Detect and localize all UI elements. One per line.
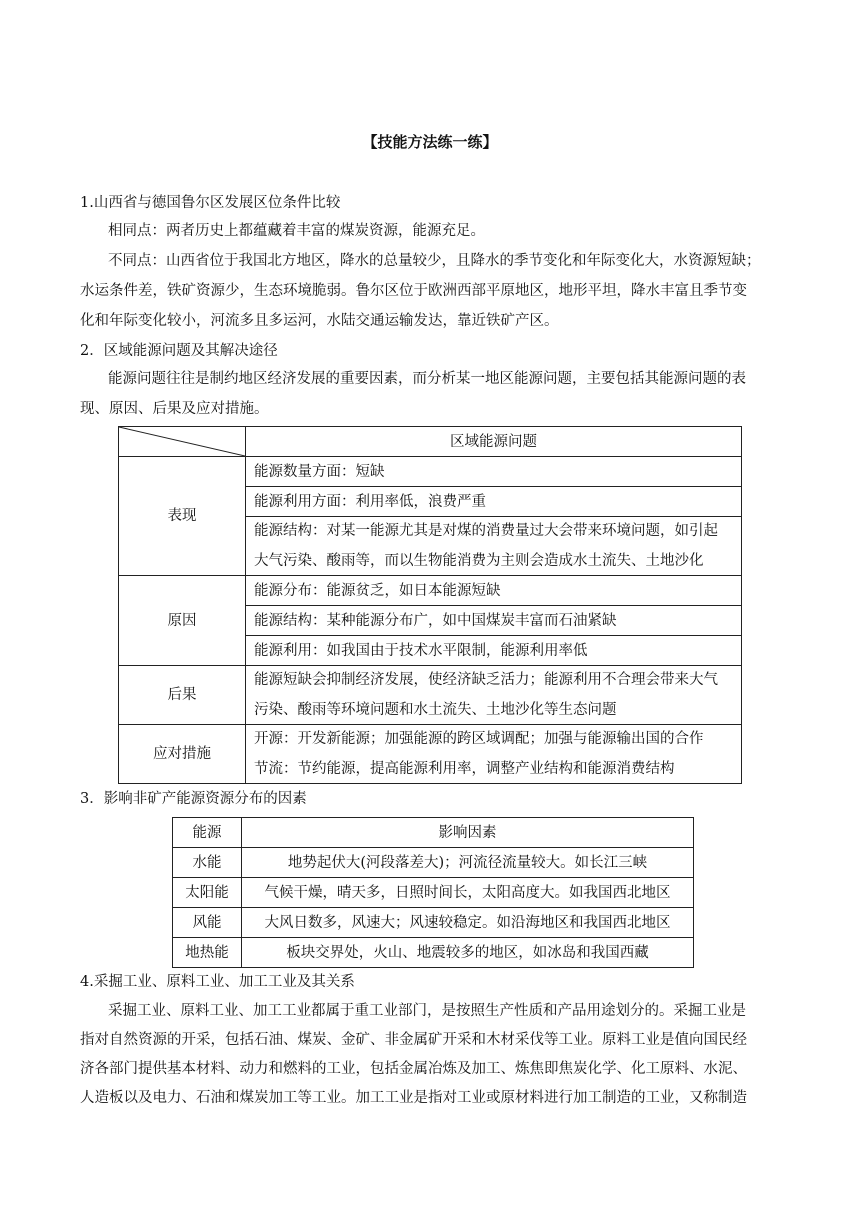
cell-line: 污染、酸雨等环境问题和水土流失、土地沙化等生态问题 [254,702,617,718]
section-1-difference-line: 不同点：山西省位于我国北方地区，降水的总量较少，且降水的季节变化和年际变化大，水资源短缺； [108,253,761,269]
section-4-line: 济各部门提供基本材料、动力和燃料的工业，包括金属冶炼及加工、炼焦即焦炭化学、化工原料、水泥、 [80,1061,747,1077]
factor-cell: 地势起伏大(河段落差大)；河流径流量较大。如长江三峡 [242,848,694,878]
factor-cell: 气候干燥，晴天多，日照时间长，太阳高度大。如我国西北地区 [242,878,694,908]
energy-factors-table [172,817,694,968]
table-cell: 能源分布：能源贫乏，如日本能源短缺 [246,576,742,606]
category-cell-manifestation: 表现 [119,457,246,576]
energy-problem-table [118,426,742,784]
section-2-intro-line: 能源问题往往是制约地区经济发展的重要因素，而分析某一地区能源问题，主要包括其能源问题的表 [108,371,746,387]
page-title: 【技能方法练一练】 [362,133,498,151]
table-cell [246,666,742,725]
section-4-line: 采掘工业、原料工业、加工工业都属于重工业部门，是按照生产性质和产品用途划分的。采掘工业是 [108,1003,746,1019]
cell-line: 能源结构：对某一能源尤其是对煤的消费量过大会带来环境问题，如引起 [254,523,718,539]
table-row [173,938,694,968]
table-cell: 能源结构：某种能源分布广，如中国煤炭丰富而石油紧缺 [246,606,742,636]
table-cell: 能源利用：如我国由于技术水平限制，能源利用率低 [246,636,742,666]
table-cell [246,725,742,784]
cell-line: 大气污染、酸雨等，而以生物能消费为主则会造成水土流失、土地沙化 [254,553,704,569]
section-4-line: 人造板以及电力、石油和煤炭加工等工业。加工工业是指对工业或原材料进行加工制造的工业，又称制造 [80,1090,747,1106]
table-row [173,908,694,938]
table-header: 区域能源问题 [246,427,742,457]
section-1-heading: 1.山西省与德国鲁尔区发展区位条件比较 [80,195,341,211]
energy-cell: 水能 [173,848,242,878]
column-header: 影响因素 [242,818,694,848]
section-3-heading: 3．影响非矿产能源资源分布的因素 [80,791,307,807]
section-1-difference-line: 水运条件差，铁矿资源少，生态环境脆弱。鲁尔区位于欧洲西部平原地区，地形平坦，降水丰富且季节变 [80,283,747,299]
section-2-intro-line: 现、原因、后果及应对措施。 [80,401,269,417]
category-cell-consequence: 后果 [119,666,246,725]
diagonal-header-cell [119,427,246,457]
table-cell: 能源利用方面：利用率低，浪费严重 [246,487,742,517]
category-cell-measures: 应对措施 [119,725,246,784]
section-4-line: 指对自然资源的开采，包括石油、煤炭、金矿、非金属矿开采和木材采伐等工业。原料工业是值向国民经 [80,1032,747,1048]
table-row [173,878,694,908]
section-1-difference-line: 化和年际变化较小，河流多且多运河，水陆交通运输发达，靠近铁矿产区。 [80,313,559,329]
table-cell [246,517,742,576]
cell-line: 开源：开发新能源；加强能源的跨区域调配；加强与能源输出国的合作 [254,731,704,747]
column-header: 能源 [173,818,242,848]
factor-cell: 板块交界处，火山、地震较多的地区，如冰岛和我国西藏 [242,938,694,968]
energy-cell: 风能 [173,908,242,938]
category-cell-cause: 原因 [119,576,246,666]
table-cell: 能源数量方面：短缺 [246,457,742,487]
section-2-heading: 2．区域能源问题及其解决途径 [80,343,278,359]
section-1-similarity: 相同点：两者历史上都蕴藏着丰富的煤炭资源，能源充足。 [108,223,485,239]
cell-line: 能源短缺会抑制经济发展，使经济缺乏活力；能源利用不合理会带来大气 [254,672,718,688]
energy-cell: 太阳能 [173,878,242,908]
table-row [173,848,694,878]
section-4-heading: 4.采掘工业、原料工业、加工工业及其关系 [80,974,355,990]
factor-cell: 大风日数多，风速大；风速较稳定。如沿海地区和我国西北地区 [242,908,694,938]
cell-line: 节流：节约能源，提高能源利用率，调整产业结构和能源消费结构 [254,761,675,777]
energy-cell: 地热能 [173,938,242,968]
